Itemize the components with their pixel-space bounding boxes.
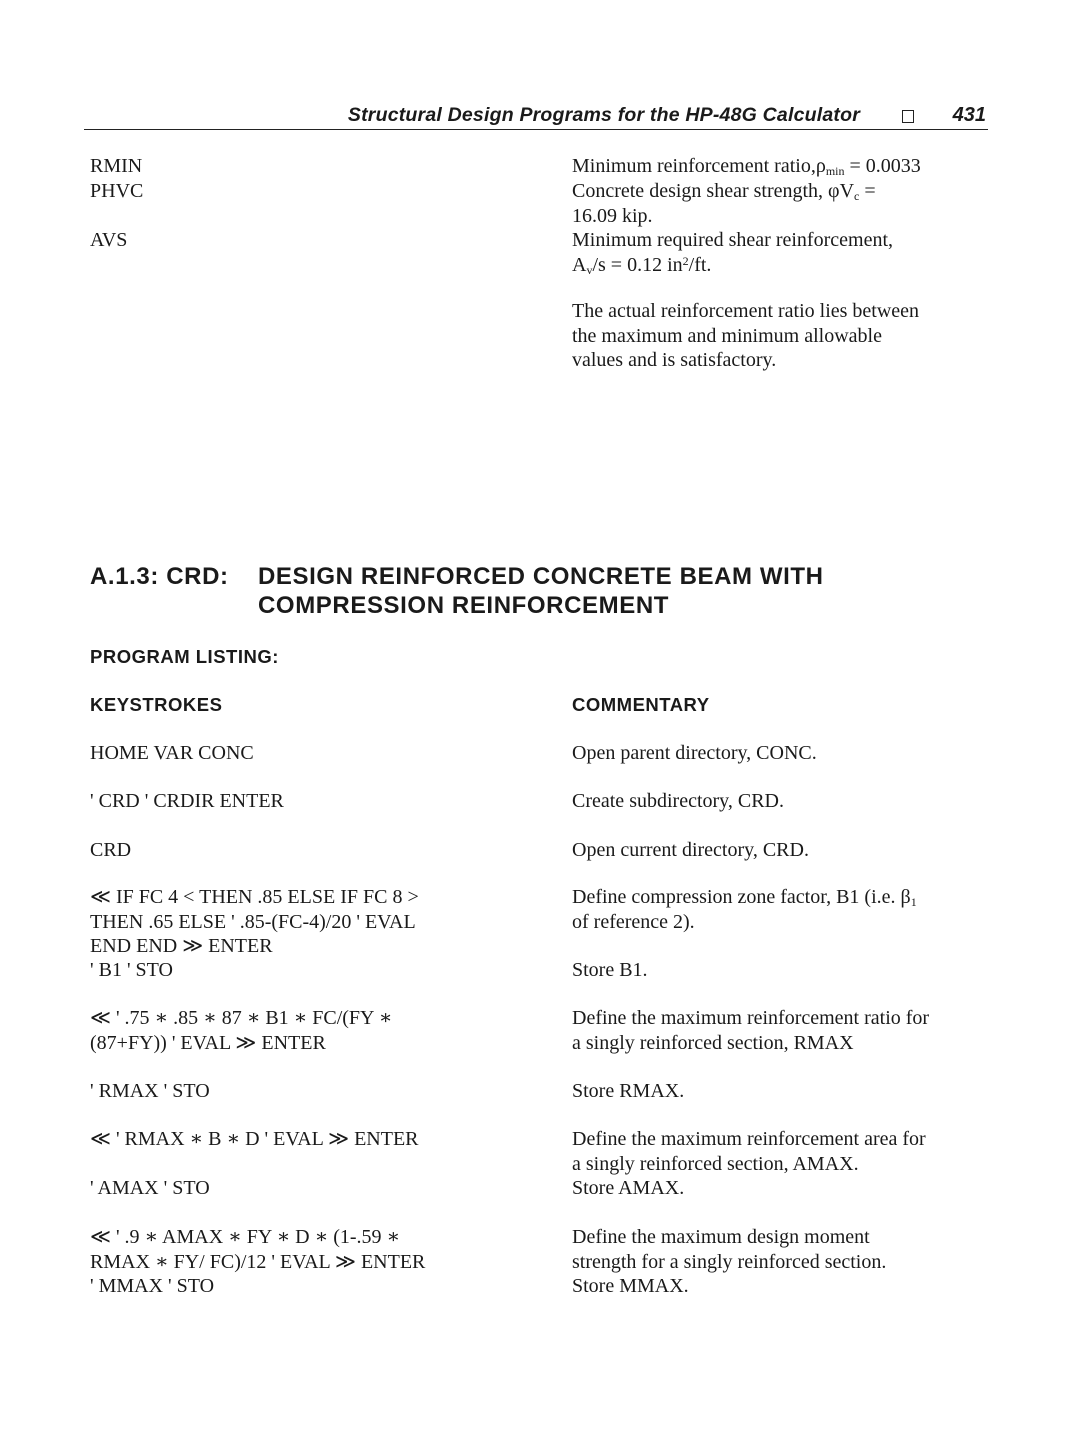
keystroke-line: RMAX ∗ FY/ FC)/12 ' EVAL ≫ ENTER [90, 1250, 426, 1273]
keystroke-row [90, 1225, 425, 1299]
commentary-line: Create subdirectory, CRD. [572, 790, 784, 812]
commentary-line: a singly reinforced section, AMAX. [572, 1152, 859, 1175]
keystroke-line: ' AMAX ' STO [90, 1177, 210, 1199]
commentary-line: Define compression zone factor, B1 (i.e. $\beta_1$ [572, 886, 917, 909]
commentary-line: Store MMAX. [572, 1275, 689, 1297]
note-line: values and is satisfactory. [572, 349, 777, 371]
keystrokes-column-heading: KEYSTROKES [90, 694, 223, 715]
keystroke-line: ' B1 ' STO [90, 959, 173, 981]
keystroke-line: ' MMAX ' STO [90, 1275, 215, 1297]
result-desc-line: Minimum required shear reinforcement, [572, 229, 893, 251]
result-desc-line: $A_v/s = 0.12$ $in^2/ft$. [572, 253, 712, 277]
note-line: the maximum and minimum allowable [572, 324, 882, 347]
keystroke-row [90, 885, 419, 959]
header-title: Structural Design Programs for the HP-48G Calculator [347, 104, 860, 126]
keystroke-row [90, 958, 173, 983]
keystroke-row [90, 789, 284, 814]
commentary-column-heading: COMMENTARY [572, 694, 710, 715]
section-title-line2: COMPRESSION REINFORCEMENT [258, 592, 670, 619]
commentary-row [572, 1176, 684, 1201]
keystroke-row [90, 1006, 392, 1055]
result-desc-line: Minimum reinforcement $ratio,\rho_{min} = 0.0033$ [572, 155, 921, 178]
page-number: 431 [952, 104, 986, 126]
result-desc-rmin [572, 154, 921, 179]
running-header [84, 104, 988, 130]
commentary-row [572, 885, 917, 934]
commentary-row [572, 1127, 926, 1176]
keystroke-line: THEN .65 ELSE ' .85-(FC-4)/20 ' EVAL [90, 910, 416, 933]
keystroke-line: ≪ ' .75 ∗ .85 ∗ 87 ∗ B1 ∗ FC/(FY ∗ [90, 1007, 393, 1029]
keystroke-line: ' RMAX ' STO [90, 1080, 210, 1102]
keystroke-line: ≪ ' RMAX ∗ B ∗ D ' EVAL ≫ ENTER [90, 1128, 419, 1150]
commentary-row [572, 1225, 886, 1299]
header-box-glyph [902, 110, 914, 123]
commentary-line: Define the maximum reinforcement ratio for [572, 1007, 930, 1029]
note-paragraph [572, 299, 919, 373]
commentary-line: of reference 2). [572, 910, 695, 933]
commentary-line: Open parent directory, CONC. [572, 742, 817, 764]
program-listing-heading: PROGRAM LISTING: [90, 646, 279, 667]
keystroke-line: ' CRD ' CRDIR ENTER [90, 790, 284, 812]
result-var-rmin: RMIN [90, 155, 143, 177]
commentary-row [572, 789, 784, 814]
keystroke-row [90, 741, 254, 766]
commentary-row [572, 1006, 929, 1055]
commentary-row [572, 958, 648, 983]
section-number: A.1.3: CRD: [90, 563, 229, 590]
commentary-line: Define the maximum design moment [572, 1226, 870, 1248]
keystroke-line: HOME VAR CONC [90, 742, 254, 764]
keystroke-row [90, 838, 131, 863]
commentary-row [572, 1079, 684, 1104]
section-title-line1: DESIGN REINFORCED CONCRETE BEAM WITH [258, 563, 824, 590]
result-var-avs: AVS [90, 229, 128, 251]
result-var-phvc: PHVC [90, 180, 144, 202]
keystroke-line: (87+FY)) ' EVAL ≫ ENTER [90, 1031, 326, 1054]
commentary-line: a singly reinforced section, RMAX [572, 1031, 854, 1054]
commentary-line: Store B1. [572, 959, 648, 981]
result-desc-avs [572, 228, 893, 277]
commentary-line: Open current directory, CRD. [572, 839, 809, 861]
note-line: The actual reinforcement ratio lies between [572, 300, 920, 322]
keystroke-row [90, 1079, 210, 1104]
keystroke-line: ≪ IF FC 4 < THEN .85 ELSE IF FC 8 > [90, 886, 419, 908]
keystroke-row [90, 1127, 419, 1152]
commentary-line: strength for a singly reinforced section. [572, 1250, 887, 1273]
keystroke-row [90, 1176, 210, 1201]
result-desc-phvc [572, 179, 876, 228]
commentary-line: Store RMAX. [572, 1080, 685, 1102]
keystroke-line: CRD [90, 839, 132, 861]
commentary-line: Define the maximum reinforcement area for [572, 1128, 926, 1150]
result-desc-line: 16.09 kip. [572, 204, 653, 227]
result-desc-line: Concrete design shear strength, $\varphi V_c$ = [572, 180, 876, 203]
header-rule [84, 129, 988, 130]
commentary-row [572, 838, 809, 863]
commentary-line: Store AMAX. [572, 1177, 685, 1199]
commentary-row [572, 741, 817, 766]
keystroke-line: ≪ ' .9 ∗ AMAX ∗ FY ∗ D ∗ (1-.59 ∗ [90, 1226, 401, 1248]
keystroke-line: END END ≫ ENTER [90, 935, 273, 957]
